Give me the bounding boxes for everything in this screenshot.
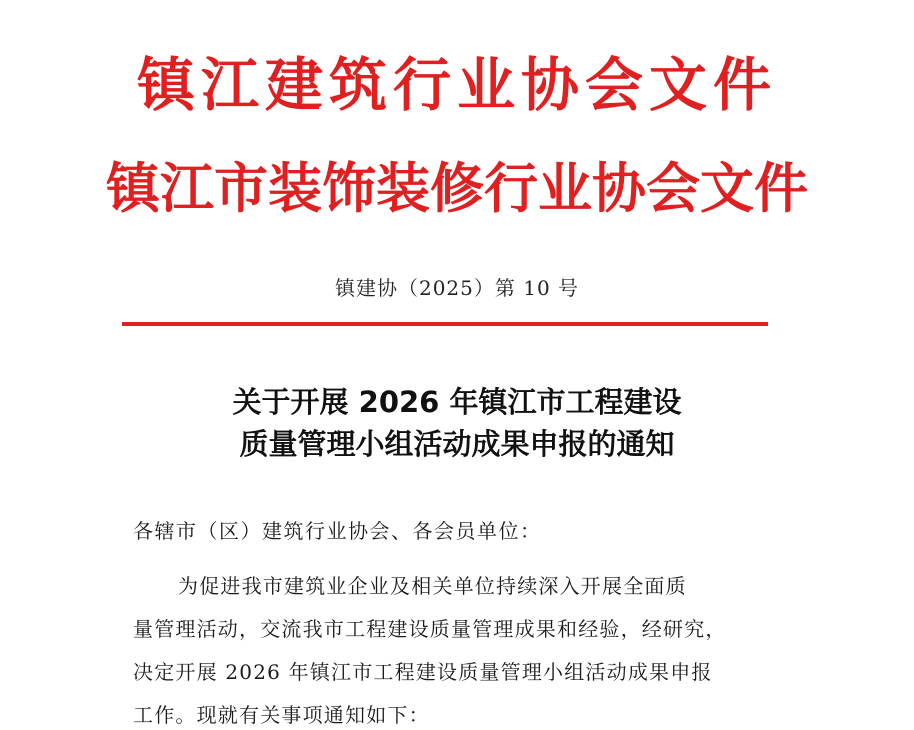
paragraph-line-4: 工作。现就有关事项通知如下： [133, 703, 430, 727]
salutation: 各辖市（区）建筑行业协会、各会员单位： [133, 519, 542, 543]
paragraph-line-2: 量管理活动，交流我市工程建设质量管理成果和经验，经研究， [133, 617, 727, 641]
notice-title-line-2: 质量管理小组活动成果申报的通知 [239, 427, 675, 461]
org-title-1: 镇江建筑行业协会文件 [136, 51, 777, 119]
document-number: 镇建协（2025）第 10 号 [334, 276, 580, 300]
paragraph-line-3: 决定开展 2026 年镇江市工程建设质量管理小组活动成果申报 [133, 660, 713, 684]
org-title-2: 镇江市装饰装修行业协会文件 [106, 156, 808, 220]
paragraph-line-1: 为促进我市建筑业企业及相关单位持续深入开展全面质 [178, 574, 687, 598]
red-divider [122, 322, 768, 326]
notice-title-line-1: 关于开展 2026 年镇江市工程建设 [232, 385, 682, 419]
